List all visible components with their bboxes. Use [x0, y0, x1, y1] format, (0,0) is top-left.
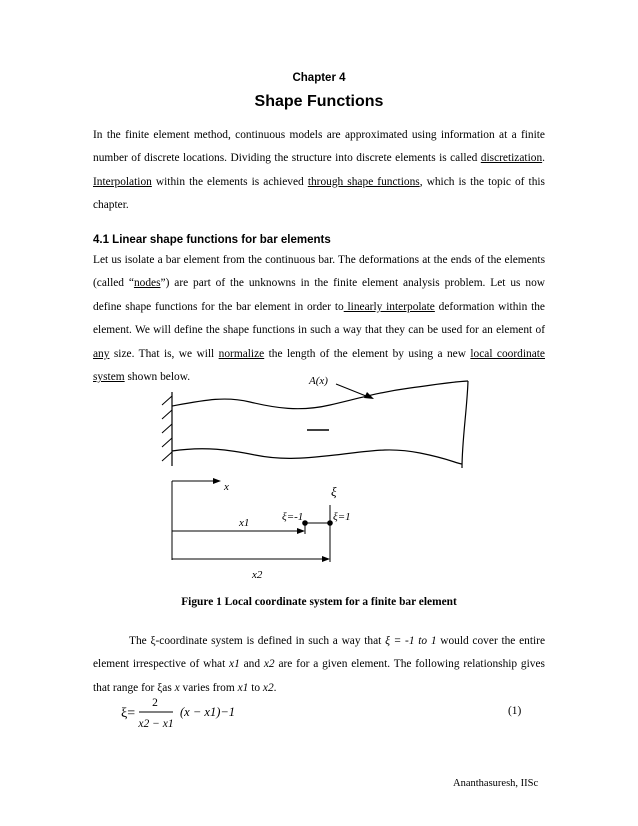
term-nodes: nodes — [133, 277, 161, 290]
term-shape-functions: through shape functions — [307, 175, 420, 188]
area-label: A(x) — [309, 375, 328, 387]
equation-numerator: 2 — [152, 697, 158, 709]
x-axis-label: x — [224, 481, 229, 493]
x1-label: x1 — [239, 517, 250, 529]
equation-number: (1) — [508, 705, 522, 717]
xi-range-expression: ξ = -1 to 1 — [385, 635, 437, 647]
term-any: any — [93, 347, 110, 360]
equation-denominator: x2 − x1 — [138, 718, 174, 730]
term-discretization: discretization — [480, 152, 543, 165]
intro-paragraph: In the finite element method, continuous models are approximated using information at a finite number of discrete locations. Dividing the structure into discrete elements is called discretization. Interpolation within the elements is achieved through shape functions, which is the topic of this chapter. — [93, 129, 545, 212]
xi-axis-label: ξ — [331, 484, 337, 499]
page-footer: Ananthasuresh, IISc — [453, 778, 539, 789]
term-linearly-interpolate: linearly interpolate — [343, 300, 435, 313]
equation-lhs: ξ= — [121, 706, 136, 721]
coordinate-paragraph: The ξ-coordinate system is defined in such a way that ξ = -1 to 1 would cover the entire element irrespective of what x1 and x2 are for a given element. The following relationship gives that range for ξas x varies from x1 to x2. — [93, 635, 546, 694]
chapter-label: Chapter 4 — [292, 72, 346, 84]
term-normalize: normalize — [218, 347, 265, 360]
page-title: Shape Functions — [254, 93, 384, 110]
xi-left-label: ξ=-1 — [282, 511, 304, 523]
section-paragraph: Let us isolate a bar element from the continuous bar. The deformations at the ends of the elements (called “nodes”) are part of the unknowns in the finite element analysis problem. Let us now define shape functions for the bar element in order to linearly interpolate deformation within the element. We will define the shape functions in such a way that they can be used for an element of any size. That is, we will normalize the length of the element by using a new local coordinate system shown below. — [93, 254, 545, 384]
section-heading: 4.1 Linear shape functions for bar elements — [93, 234, 331, 246]
figure-caption: Figure 1 Local coordinate system for a finite bar element — [181, 596, 457, 608]
x2-label: x2 — [252, 569, 263, 581]
term-interpolation: Interpolation — [93, 175, 152, 188]
xi-right-label: ξ=1 — [333, 511, 351, 523]
equation-rhs: (x − x1)−1 — [180, 705, 236, 719]
term-local-coordinate-system: local coordinate system — [93, 347, 545, 384]
